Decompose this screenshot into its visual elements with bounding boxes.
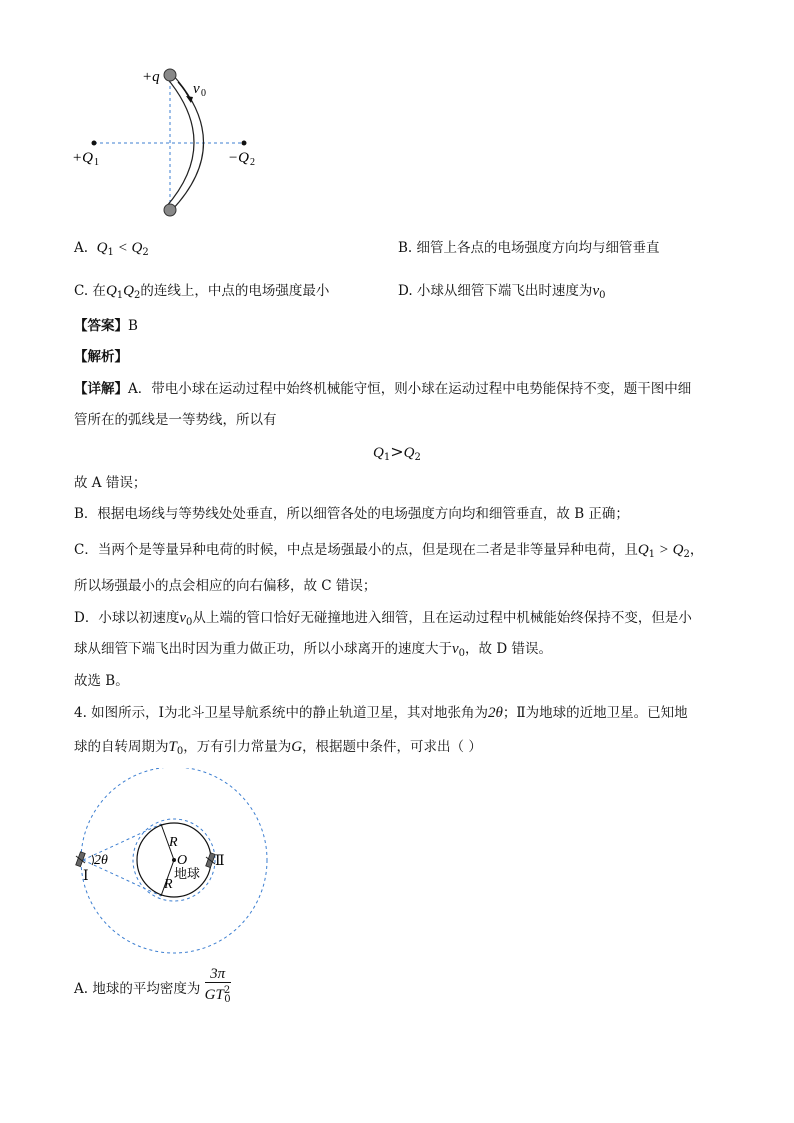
label-O: O	[177, 853, 188, 868]
option-a: A. $Q_1 < Q_2$	[74, 240, 149, 258]
label-plus-q: +q	[142, 69, 160, 85]
choose-line: 故选 B。	[74, 673, 129, 689]
label-earth: 地球	[174, 866, 201, 881]
charge-Q1-dot	[92, 141, 97, 146]
label-sat-I: Ⅰ	[83, 869, 89, 884]
q4-option-a: A. 地球的平均密度为 $\frac{3\pi}{GT^2_0}$	[74, 966, 231, 1008]
center-O	[172, 858, 176, 862]
label-v0-sub: 0	[201, 88, 206, 99]
label-R-bottom: R	[164, 877, 173, 892]
label-sat-II: Ⅱ	[215, 854, 225, 869]
label-angle-2theta: 2θ	[94, 853, 108, 868]
option-b: B. 细管上各点的电场强度方向均与细管垂直	[398, 240, 660, 256]
ball-top	[164, 69, 176, 81]
answer-line: 【答案】B	[74, 318, 138, 334]
detail-d-line2: 球从细管下端飞出时因为重力做正功，所以小球离开的速度大于$v_0$，故 D 错误。	[74, 641, 552, 659]
answer-value: B	[128, 318, 138, 334]
detail-d-line1: D．小球以初速度$v_0$从上端的管口恰好无碰撞地进入细管，且在运动过程中机械能始终保持不变，但是小	[74, 610, 692, 628]
label-R-top: R	[169, 835, 178, 850]
label-Q2-sub: 2	[250, 157, 255, 168]
detail-a-line3: 故 A 错误；	[74, 475, 147, 491]
detail-a-line1: 【详解】A．带电小球在运动过程中始终机械能守恒，则小球在运动过程中电势能保持不变，题干图中细	[74, 381, 692, 397]
fig-satellite-orbits	[70, 768, 280, 958]
analysis-tag: 【解析】	[74, 349, 128, 365]
equation-q1-gt-q2: $Q_1>Q_2$	[373, 442, 421, 463]
detail-b: B．根据电场线与等势线处处垂直，所以细管各处的电场强度方向均和细管垂直，故 B 正确；	[74, 506, 629, 522]
label-plus-Q1: +Q	[72, 150, 93, 166]
q4-line1: 4. 如图所示，Ⅰ为北斗卫星导航系统中的静止轨道卫星，其对地张角为2θ；Ⅱ为地球的近地卫星。已知地	[74, 705, 688, 721]
ball-bottom	[164, 204, 176, 216]
label-Q1-sub: 1	[94, 157, 99, 168]
option-c: C. 在$Q_1Q_2$的连线上，中点的电场强度最小	[74, 283, 330, 301]
density-fraction: $\frac{3\pi}{GT^2_0}$	[204, 966, 231, 1005]
detail-c-line2: 所以场强最小的点会相应的向右偏移，故 C 错误；	[74, 578, 377, 594]
detail-c-line1: C．当两个是等量异种电荷的时候，中点是场强最小的点，但是现在二者是非等量异种电荷，且$Q_1 > Q_2$，	[74, 542, 704, 560]
detail-a-line2: 管所在的弧线是一等势线，所以有	[74, 412, 277, 428]
option-a-label: A.	[74, 240, 89, 256]
label-v0: v	[193, 81, 200, 97]
label-minus-Q2: −Q	[228, 150, 249, 166]
fig-charged-tube	[60, 60, 280, 230]
charge-Q2-dot	[242, 141, 247, 146]
option-d: D. 小球从细管下端飞出时速度为$v_0$	[398, 283, 606, 301]
q4-line2: 球的自转周期为$T_0$，万有引力常量为G，根据题中条件，可求出（ ）	[74, 739, 482, 757]
